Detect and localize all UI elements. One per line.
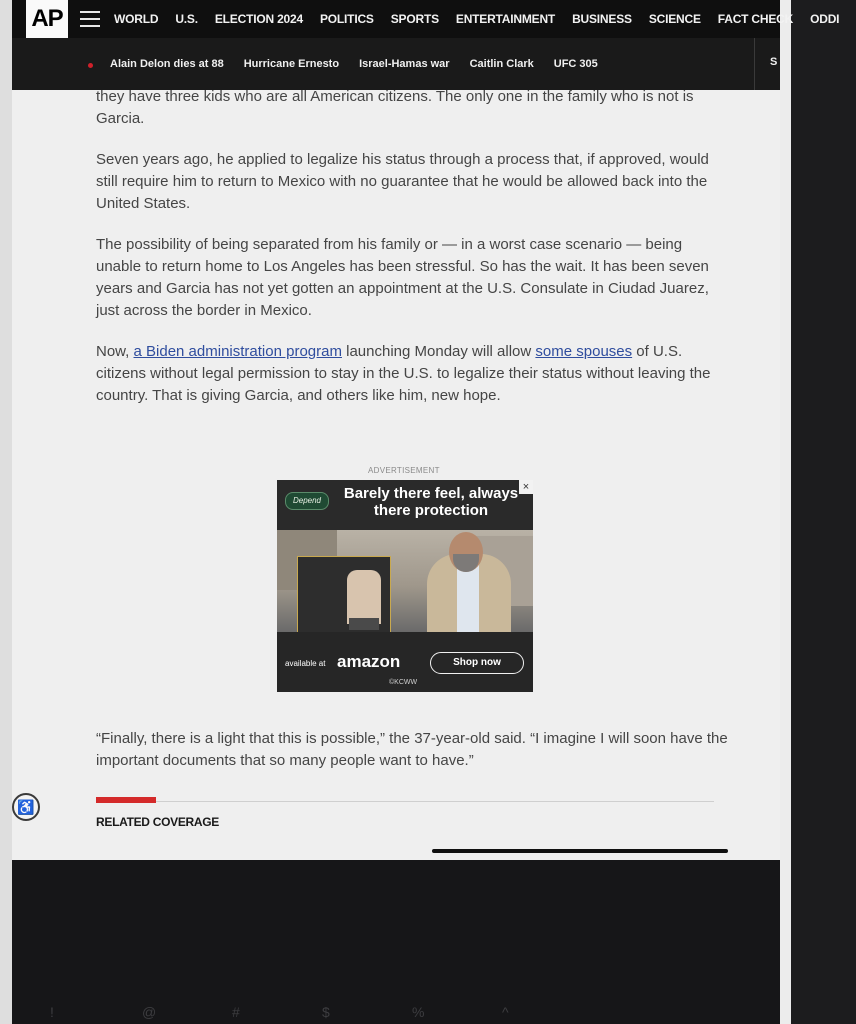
biden-program-link[interactable]: a Biden administration program bbox=[133, 343, 342, 360]
nav-item-us[interactable]: U.S. bbox=[175, 12, 198, 26]
photo-frame-right bbox=[779, 0, 791, 1024]
nav-item-world[interactable]: WORLD bbox=[114, 12, 159, 26]
key-caret: ^ bbox=[502, 1004, 509, 1020]
paragraph-4-text-c: of U.S. citizens without legal permission to stay in the U.S. to legalize their status without leaving the country. That is giving Garcia, and others like him, new hope. bbox=[96, 343, 711, 404]
key-dollar: $ bbox=[322, 1004, 330, 1020]
key-hash: # bbox=[232, 1004, 240, 1020]
trending-item-alain-delon[interactable]: Alain Delon dies at 88 bbox=[110, 58, 224, 70]
nav-item-entertainment[interactable]: ENTERTAINMENT bbox=[455, 12, 556, 26]
nav-item-sports[interactable]: SPORTS bbox=[390, 12, 439, 26]
ap-logo[interactable]: AP bbox=[26, 0, 68, 38]
trending-item-caitlin-clark[interactable]: Caitlin Clark bbox=[469, 58, 534, 70]
ad-product-brief bbox=[349, 618, 379, 630]
trending-bar bbox=[12, 38, 780, 90]
nav-item-science[interactable]: SCIENCE bbox=[648, 12, 701, 26]
trending-item-hurricane-ernesto[interactable]: Hurricane Ernesto bbox=[243, 58, 340, 70]
nav-item-business[interactable]: BUSINESS bbox=[572, 12, 632, 26]
article-paragraph-3: The possibility of being separated from his family or — in a worst case scenario — being unable to return home to Los Angeles has been stressful. So has the wait. It has been seven years and Garcia has not yet gotten an appointment at the U.S. Consulate in Ciudad Juarez, just across the border in Mexico. bbox=[96, 236, 709, 319]
article-body bbox=[96, 88, 728, 426]
trending-list bbox=[110, 54, 618, 74]
advertisement-label: ADVERTISEMENT bbox=[368, 466, 440, 475]
ad-available-text: available at bbox=[285, 659, 326, 668]
article-quote-paragraph: “Finally, there is a light that this is possible,” the 37-year-old said. “I imagine I will soon have the important documents that so many people want to have.” bbox=[96, 730, 728, 769]
nav-item-oddities[interactable]: ODDI bbox=[810, 12, 840, 26]
related-divider bbox=[96, 801, 714, 802]
amazon-logo: amazon bbox=[337, 652, 401, 671]
browser-screen bbox=[12, 0, 840, 860]
hamburger-menu-icon[interactable] bbox=[80, 11, 100, 27]
nav-item-politics[interactable]: POLITICS bbox=[319, 12, 374, 26]
key-exclamation: ! bbox=[50, 1004, 54, 1020]
trending-item-ufc-305[interactable]: UFC 305 bbox=[553, 58, 598, 70]
paragraph-4-text-b: launching Monday will allow bbox=[341, 343, 536, 360]
article-paragraph-1: they have three kids who are all American citizens. The only one in the family who is not is Garcia. bbox=[96, 88, 694, 127]
ad-credit: ©KCWW bbox=[389, 679, 418, 686]
related-accent-bar bbox=[96, 797, 156, 803]
top-navigation-bar bbox=[12, 0, 840, 38]
laptop-bezel bbox=[12, 860, 780, 1024]
key-percent: % bbox=[412, 1004, 425, 1020]
related-coverage-heading: RELATED COVERAGE bbox=[96, 815, 219, 829]
article-paragraph-2: Seven years ago, he applied to legalize his status through a process that, if approved, would still require him to return to Mexico with no guarantee that he would be allowed back into the United States. bbox=[96, 151, 709, 212]
accessibility-icon[interactable]: ♿ bbox=[12, 793, 40, 821]
ad-footer bbox=[277, 632, 533, 692]
ad-headline: Barely there feel, always there protection bbox=[343, 485, 519, 519]
ad-photo bbox=[277, 530, 533, 632]
key-at: @ bbox=[142, 1004, 157, 1020]
trending-item-israel-hamas-war[interactable]: Israel-Hamas war bbox=[359, 58, 450, 70]
ad-brand-logo: Depend bbox=[285, 492, 329, 510]
subbar-right-label[interactable]: S bbox=[770, 56, 778, 68]
advertisement-banner[interactable] bbox=[277, 480, 533, 692]
horizontal-scrollbar[interactable] bbox=[432, 849, 728, 853]
some-spouses-link[interactable]: some spouses bbox=[535, 343, 633, 360]
nav-item-fact-check[interactable]: FACT CHECK bbox=[717, 12, 794, 26]
ad-close-icon[interactable]: × bbox=[519, 480, 533, 494]
shop-now-button[interactable]: Shop now bbox=[430, 652, 524, 674]
trending-dot-icon bbox=[88, 63, 93, 68]
article-paragraph-4 bbox=[96, 341, 728, 407]
trending-divider bbox=[754, 38, 755, 90]
paragraph-4-text-a: Now, bbox=[96, 343, 134, 360]
nav-item-election-2024[interactable]: ELECTION 2024 bbox=[214, 12, 303, 26]
section-nav bbox=[114, 0, 856, 38]
ad-product-model bbox=[347, 570, 381, 624]
